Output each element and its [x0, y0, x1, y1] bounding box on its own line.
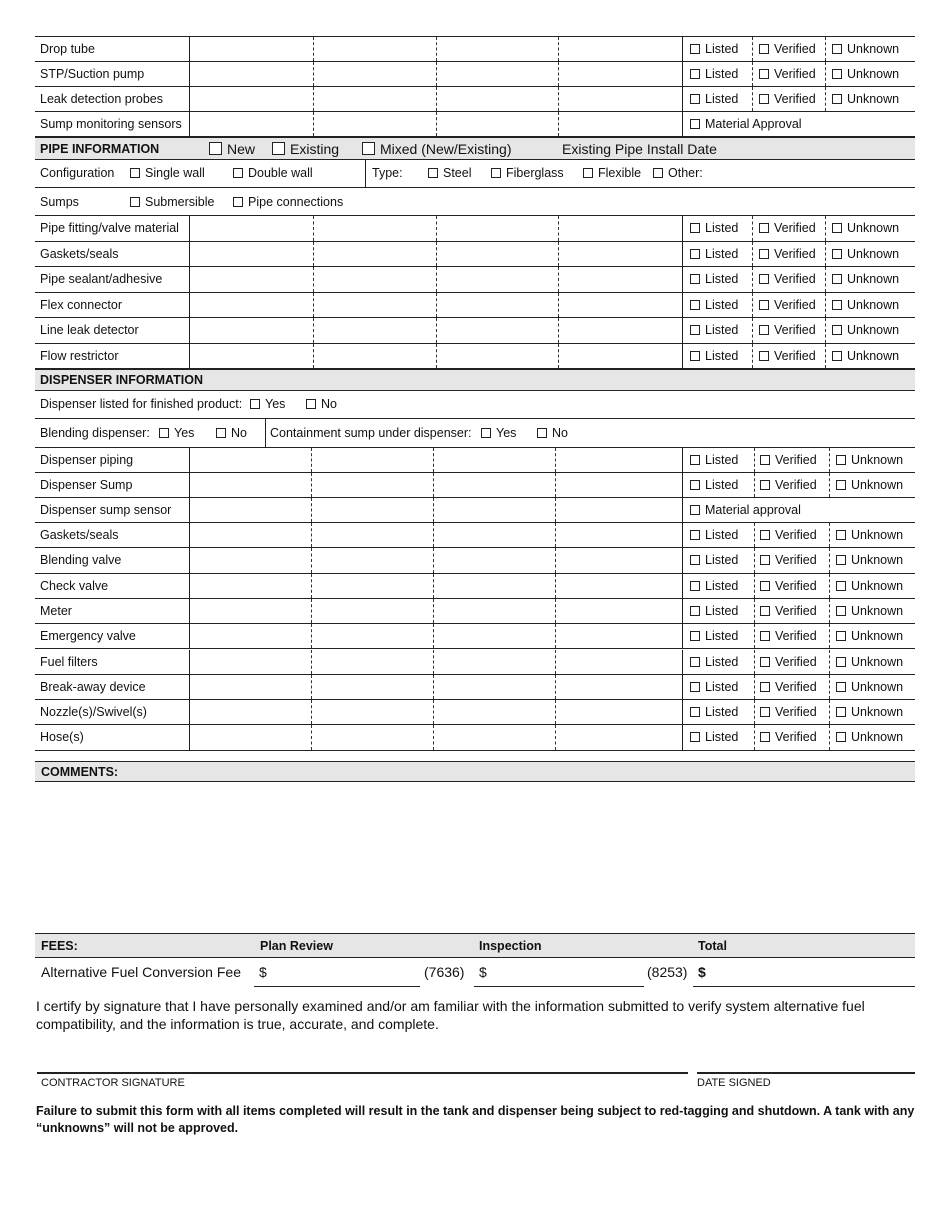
configuration-label: Configuration — [40, 166, 115, 180]
unknown-checkbox[interactable]: Unknown — [836, 624, 903, 649]
date-signed-line[interactable] — [697, 1072, 915, 1074]
verified-checkbox[interactable]: Verified — [759, 37, 816, 62]
listed-no-option[interactable]: No — [306, 391, 337, 418]
checkbox[interactable] — [690, 119, 700, 129]
unknown-checkbox[interactable]: Unknown — [836, 599, 903, 624]
row-label: Pipe sealant/adhesive — [40, 272, 163, 286]
unknown-checkbox[interactable]: Unknown — [832, 87, 899, 112]
table-row — [35, 624, 915, 649]
row-label: Gaskets/seals — [40, 528, 119, 542]
section-title: DISPENSER INFORMATION — [40, 373, 203, 387]
date-signed-label: DATE SIGNED — [697, 1077, 771, 1089]
comments-area[interactable] — [35, 782, 915, 930]
table-row — [35, 318, 915, 344]
verified-checkbox[interactable]: Verified — [759, 242, 816, 268]
listed-checkbox[interactable]: Listed — [690, 293, 738, 319]
other-option[interactable]: Other: — [653, 160, 703, 186]
total-header: Total — [698, 939, 727, 953]
row-label: Gaskets/seals — [40, 246, 119, 261]
inspection-field[interactable] — [474, 986, 644, 987]
dispenser-listed-label: Dispenser listed for finished product: — [40, 397, 243, 411]
table-row — [35, 216, 915, 242]
listed-checkbox[interactable]: Listed — [690, 216, 738, 242]
unknown-checkbox[interactable]: Unknown — [836, 650, 903, 675]
row-label: Line leak detector — [40, 323, 139, 337]
blending-yes-option[interactable]: Yes — [159, 419, 194, 448]
table-row — [35, 37, 915, 62]
unknown-checkbox[interactable]: Unknown — [836, 700, 903, 725]
fees-header — [35, 933, 915, 958]
configuration-row — [35, 160, 915, 188]
unknown-checkbox[interactable]: Unknown — [832, 62, 899, 87]
blending-dispenser-row — [35, 419, 915, 448]
verified-checkbox[interactable]: Verified — [760, 448, 817, 473]
listed-checkbox[interactable]: Listed — [690, 62, 738, 87]
verified-checkbox[interactable]: Verified — [760, 624, 817, 649]
listed-checkbox[interactable]: Listed — [690, 675, 738, 700]
table-row — [35, 448, 915, 473]
sump-monitoring-row — [35, 112, 915, 137]
dispenser-listed-row — [35, 391, 915, 419]
unknown-checkbox[interactable]: Unknown — [836, 448, 903, 473]
total-field[interactable] — [693, 986, 915, 987]
listed-checkbox[interactable]: Listed — [690, 548, 738, 573]
pipe-information-header — [35, 137, 915, 160]
table-row — [35, 267, 915, 293]
total-code: (8253) — [647, 964, 688, 980]
material-approval-option[interactable]: Material Approval — [690, 112, 802, 137]
listed-checkbox[interactable]: Listed — [690, 318, 738, 344]
verified-checkbox[interactable]: Verified — [760, 473, 817, 498]
dispenser-sensor-row — [35, 498, 915, 523]
table-row — [35, 650, 915, 675]
listed-yes-option[interactable]: Yes — [250, 391, 285, 418]
listed-checkbox[interactable]: Listed — [690, 700, 738, 725]
inspection-header: Inspection — [479, 939, 542, 953]
listed-checkbox[interactable]: Listed — [690, 448, 738, 473]
verified-checkbox[interactable]: Verified — [760, 599, 817, 624]
new-option[interactable]: New — [209, 138, 255, 160]
flexible-option[interactable]: Flexible — [583, 160, 641, 186]
containment-label: Containment sump under dispenser: — [270, 426, 472, 440]
fiberglass-option[interactable]: Fiberglass — [491, 160, 564, 186]
unknown-checkbox[interactable]: Unknown — [832, 267, 899, 293]
verified-checkbox[interactable]: Verified — [759, 293, 816, 319]
verified-checkbox[interactable]: Verified — [759, 267, 816, 293]
unknown-checkbox[interactable]: Unknown — [832, 216, 899, 242]
row-label: Nozzle(s)/Swivel(s) — [40, 705, 147, 720]
verified-checkbox[interactable]: Verified — [759, 62, 816, 87]
table-row — [35, 574, 915, 599]
unknown-checkbox[interactable]: Unknown — [836, 548, 903, 573]
table-row — [35, 87, 915, 112]
row-label: Dispenser Sump — [40, 478, 133, 492]
verified-checkbox[interactable]: Verified — [760, 725, 817, 750]
listed-checkbox[interactable]: Listed — [690, 473, 738, 498]
warning-text: Failure to submit this form with all items completed will result in the tank and dispenser being subject to red-tagging and shutdown. A tank with any “unknowns” will not be approved. — [36, 1104, 915, 1135]
verified-checkbox[interactable]: Verified — [760, 574, 817, 599]
row-label: Blending valve — [40, 553, 122, 568]
table-row — [35, 473, 915, 498]
unknown-checkbox[interactable]: Unknown — [832, 242, 899, 268]
listed-checkbox[interactable]: Listed — [690, 87, 738, 112]
listed-checkbox[interactable]: Listed — [690, 242, 738, 268]
blending-no-option[interactable]: No — [216, 419, 247, 448]
listed-checkbox[interactable]: Listed — [690, 725, 738, 750]
unknown-checkbox[interactable]: Unknown — [836, 574, 903, 599]
listed-checkbox[interactable]: Listed — [690, 650, 738, 675]
fee-row-label: Alternative Fuel Conversion Fee — [41, 964, 241, 980]
row-label: Drop tube — [40, 42, 95, 56]
verified-checkbox[interactable]: Verified — [760, 523, 817, 548]
listed-checkbox[interactable]: Listed — [690, 267, 738, 293]
listed-checkbox[interactable]: Listed — [690, 624, 738, 649]
table-row — [35, 599, 915, 624]
sumps-row — [35, 188, 915, 216]
listed-checkbox[interactable]: Listed — [690, 344, 738, 370]
table-row — [35, 725, 915, 750]
inspection-code: (7636) — [424, 964, 465, 980]
verified-checkbox[interactable]: Verified — [759, 344, 816, 370]
row-label: Flow restrictor — [40, 348, 119, 363]
row-label: Meter — [40, 603, 72, 618]
mixed-option[interactable]: Mixed (New/Existing) — [362, 138, 511, 160]
dispenser-information-header — [35, 369, 915, 391]
table-row — [35, 242, 915, 268]
existing-option[interactable]: Existing — [272, 138, 339, 160]
fees-title: FEES: — [41, 939, 78, 953]
verified-checkbox[interactable]: Verified — [760, 700, 817, 725]
contractor-signature-label: CONTRACTOR SIGNATURE — [41, 1077, 185, 1089]
verified-checkbox[interactable]: Verified — [760, 675, 817, 700]
material-approval-option[interactable]: Material approval — [690, 498, 801, 523]
double-wall-option[interactable]: Double wall — [233, 160, 313, 186]
row-label: Pipe fitting/valve material — [40, 221, 179, 235]
blending-label: Blending dispenser: — [40, 426, 150, 440]
row-label: Emergency valve — [40, 629, 136, 644]
verified-checkbox[interactable]: Verified — [760, 650, 817, 675]
install-date-label: Existing Pipe Install Date — [562, 141, 717, 157]
listed-checkbox[interactable]: Listed — [690, 37, 738, 62]
row-label: Dispenser sump sensor — [40, 503, 172, 517]
plan-review-field[interactable] — [254, 986, 420, 987]
unknown-checkbox[interactable]: Unknown — [836, 675, 903, 700]
listed-checkbox[interactable]: Listed — [690, 523, 738, 548]
row-label: Break-away device — [40, 679, 146, 694]
unknown-checkbox[interactable]: Unknown — [832, 293, 899, 319]
plan-review-header: Plan Review — [260, 939, 333, 953]
listed-checkbox[interactable]: Listed — [690, 599, 738, 624]
row-label: Flex connector — [40, 297, 122, 312]
unknown-checkbox[interactable]: Unknown — [836, 473, 903, 498]
row-label: Check valve — [40, 578, 109, 593]
verified-checkbox[interactable]: Verified — [759, 87, 816, 112]
unknown-checkbox[interactable]: Unknown — [836, 523, 903, 548]
row-label: STP/Suction pump — [40, 67, 145, 81]
steel-option[interactable]: Steel — [428, 160, 472, 186]
listed-checkbox[interactable]: Listed — [690, 574, 738, 599]
comments-title: COMMENTS: — [41, 765, 119, 779]
plan-review-dollar: $ — [259, 964, 267, 980]
unknown-checkbox[interactable]: Unknown — [832, 344, 899, 370]
row-label: Sump monitoring sensors — [40, 117, 182, 131]
row-label: Leak detection probes — [40, 92, 164, 106]
verified-checkbox[interactable]: Verified — [760, 548, 817, 573]
pipe-connections-option[interactable]: Pipe connections — [233, 188, 343, 216]
row-label: Dispenser piping — [40, 453, 134, 467]
type-label: Type: — [372, 166, 403, 180]
table-row — [35, 700, 915, 725]
table-row — [35, 62, 915, 87]
containment-yes-option[interactable]: Yes — [481, 419, 516, 448]
comments-header — [35, 761, 915, 782]
containment-no-option[interactable]: No — [537, 419, 568, 448]
single-wall-option[interactable]: Single wall — [130, 160, 205, 186]
inspection-dollar: $ — [479, 964, 487, 980]
unknown-checkbox[interactable]: Unknown — [832, 37, 899, 62]
table-row — [35, 344, 915, 370]
table-row — [35, 293, 915, 319]
verified-checkbox[interactable]: Verified — [759, 216, 816, 242]
table-row — [35, 548, 915, 573]
unknown-checkbox[interactable]: Unknown — [836, 725, 903, 750]
unknown-checkbox[interactable]: Unknown — [832, 318, 899, 344]
sumps-label: Sumps — [40, 195, 79, 209]
fee-row — [35, 958, 915, 988]
table-row — [35, 523, 915, 548]
total-dollar: $ — [698, 964, 706, 980]
row-label: Hose(s) — [40, 730, 84, 745]
submersible-option[interactable]: Submersible — [130, 188, 214, 216]
table-row — [35, 675, 915, 700]
certify-text: I certify by signature that I have personally examined and/or am familiar with the information submitted to verify system alternative fuel compatibility, and the information is true, accurate, and complete. — [36, 998, 865, 1032]
row-label: Fuel filters — [40, 654, 98, 669]
contractor-signature-line[interactable] — [37, 1072, 688, 1074]
verified-checkbox[interactable]: Verified — [759, 318, 816, 344]
section-title: PIPE INFORMATION — [40, 142, 160, 156]
